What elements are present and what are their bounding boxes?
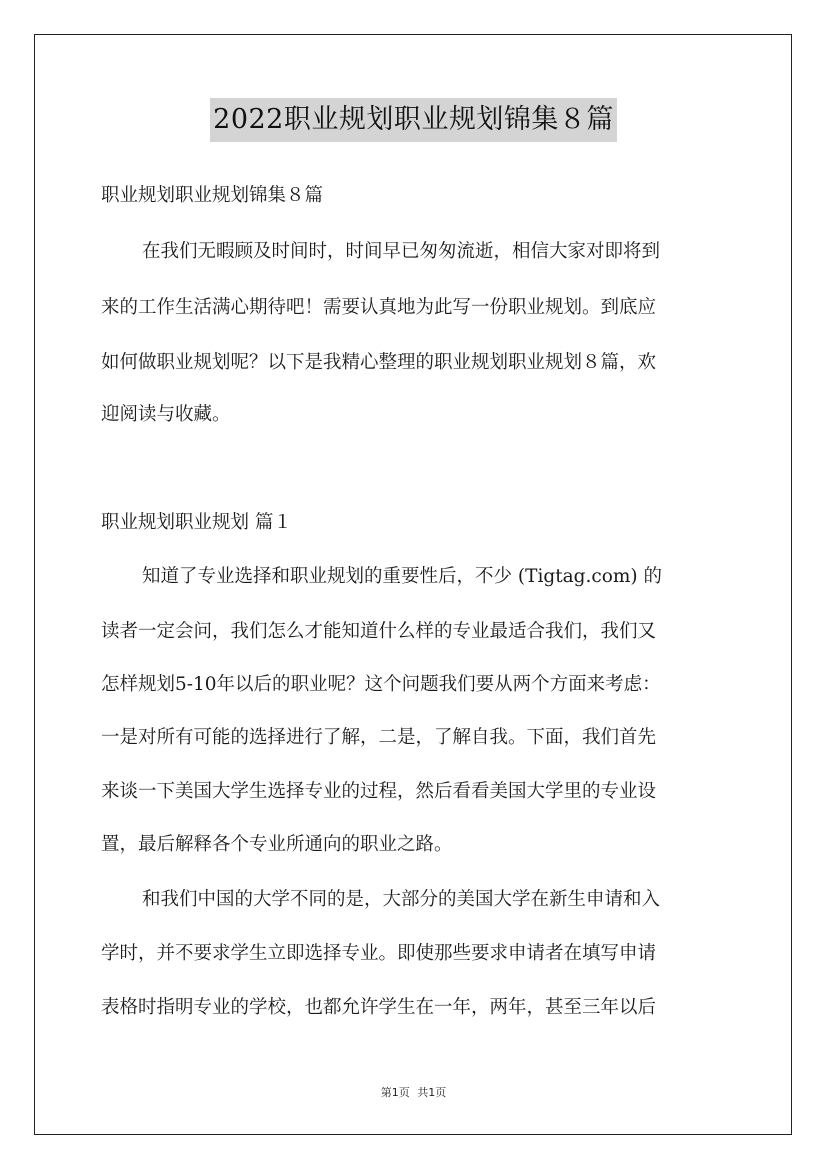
paragraph-line: 置，最后解释各个专业所通向的职业之路。 xyxy=(101,834,453,855)
intro-line: 迎阅读与收藏。 xyxy=(101,404,231,425)
page-footer xyxy=(0,1084,827,1100)
paragraph-line: 读者一定会问，我们怎么才能知道什么样的专业最适合我们，我们又 xyxy=(101,621,657,642)
page-total: 共1页 xyxy=(417,1086,447,1099)
intro-line: 在我们无暇顾及时间时，时间早已匆匆流逝，相信大家对即将到 xyxy=(142,241,661,262)
intro-line: 如何做职业规划呢？以下是我精心整理的职业规划职业规划８篇，欢 xyxy=(101,352,657,373)
section-heading: 职业规划职业规划 篇１ xyxy=(101,512,292,533)
paragraph-line: 知道了专业选择和职业规划的重要性后，不少 (Tigtag.com) 的 xyxy=(142,566,663,587)
document-title: 2022职业规划职业规划锦集８篇 xyxy=(210,98,617,142)
paragraph-line: 学时，并不要求学生立即选择专业。即使那些要求申请者在填写申请 xyxy=(101,943,657,964)
intro-line: 来的工作生活满心期待吧！需要认真地为此写一份职业规划。到底应 xyxy=(101,297,657,318)
document-subtitle: 职业规划职业规划锦集８篇 xyxy=(101,185,324,206)
page-number: 第1页 xyxy=(380,1086,410,1099)
paragraph-line: 和我们中国的大学不同的是，大部分的美国大学在新生申请和入 xyxy=(142,889,661,910)
paragraph-line: 来谈一下美国大学生选择专业的过程，然后看看美国大学里的专业设 xyxy=(101,781,657,802)
paragraph-line: 表格时指明专业的学校，也都允许学生在一年，两年，甚至三年以后 xyxy=(101,997,657,1018)
title-container xyxy=(0,98,827,142)
paragraph-line: 一是对所有可能的选择进行了解，二是，了解自我。下面，我们首先 xyxy=(101,727,657,748)
paragraph-line: 怎样规划5-10年以后的职业呢？这个问题我们要从两个方面来考虑： xyxy=(101,674,661,695)
